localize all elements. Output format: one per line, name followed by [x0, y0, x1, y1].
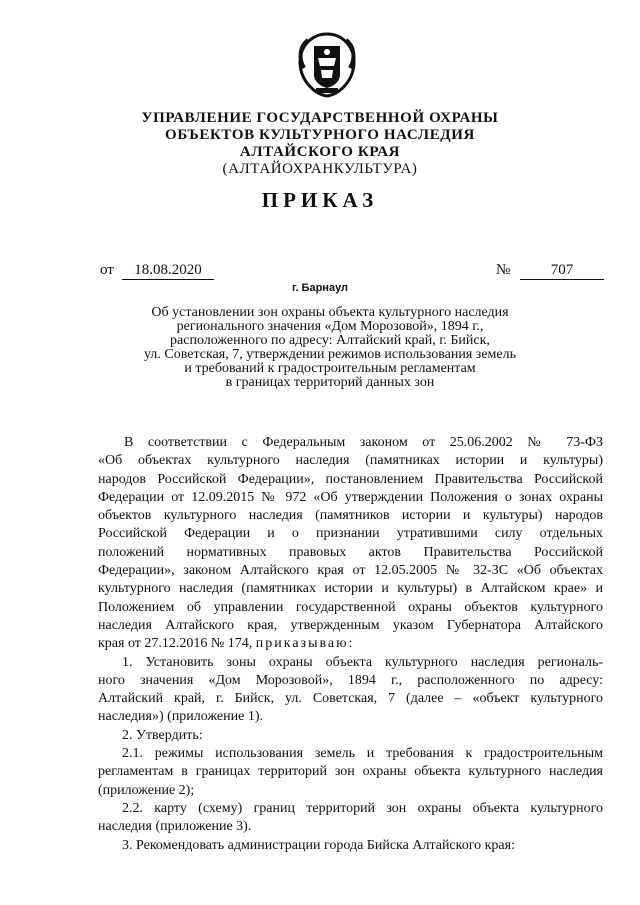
item-3: 3. Рекомендовать администрации города Бийска Алтайского края:: [122, 837, 515, 853]
org-line: АЛТАЙСКОГО КРАЯ: [239, 144, 401, 160]
item-2: 2. Утвердить:: [122, 727, 203, 743]
body-line: В соответствии с Федеральным законом от 25.06.2002 № 73-ФЗ: [124, 435, 603, 450]
order-body: [98, 434, 603, 855]
item-1-line: Алтайский край, г. Бийск, ул. Советская, 7 (далее – «объект культурного: [98, 691, 603, 707]
city-name: г. Барнаул: [291, 282, 349, 294]
body-line: Положением об управлении государственной охраны объектов культурного: [98, 599, 603, 615]
coat-of-arms-emblem: [292, 28, 362, 100]
body-line: положений нормативных правовых актов Правительства Российской: [98, 544, 603, 560]
org-line: ОБЪЕКТОВ КУЛЬТУРНОГО НАСЛЕДИЯ: [165, 127, 475, 143]
order-subject: [130, 306, 530, 390]
item-2-2-line: наследия (приложение 3).: [98, 819, 252, 835]
item-2-1-line: (приложение 2);: [98, 782, 195, 798]
item-2-2-line: 2.2. карту (схему) границ территорий зон охраны объекта культурного: [122, 800, 603, 816]
body-line: объектов культурного наследия (памятников истории и культуры) народов: [98, 508, 603, 524]
body-line-prefix: края от 27.12.2016 № 174,: [98, 636, 256, 652]
number-value: 707: [520, 262, 604, 280]
body-line: Российской Федерации и о признании утратившими силу отдельных: [98, 526, 603, 542]
body-line: культурного наследия (памятниках истории и культуры) в Алтайском крае» и: [98, 581, 603, 597]
org-abbreviation: (АЛТАЙОХРАНКУЛЬТУРА): [222, 161, 418, 177]
item-2-1-line: 2.1. режимы использования земель и требования к градостроительным: [122, 746, 603, 762]
body-line-final: [98, 635, 603, 653]
body-line: народов Российской Федерации», постановлением Правительства Российской: [98, 471, 603, 487]
item-2-1-line: регламентам в границах территорий зон охраны объекта культурного наследия: [98, 764, 603, 780]
date-value: 18.08.2020: [122, 262, 214, 280]
subject-line: регионального значения «Дом Морозовой», 1894 г.,: [176, 319, 484, 334]
order-word: приказываю:: [255, 636, 355, 652]
subject-line: расположенного по адресу: Алтайский край, г. Бийск,: [170, 333, 490, 348]
item-1-line: наследия») (приложение 1).: [98, 709, 263, 725]
number-label: №: [496, 262, 511, 278]
subject-line: Об установлении зон охраны объекта культурного наследия: [151, 305, 509, 320]
body-line: наследия Алтайского края, утвержденным указом Губернатора Алтайского: [98, 617, 603, 633]
item-1-line: 1. Установить зоны охраны объекта культурного наследия региональ-: [122, 654, 603, 670]
subject-line: в границах территорий данных зон: [225, 375, 435, 390]
body-line: «Об объектах культурного наследия (памятниках истории и культуры): [98, 453, 603, 469]
subject-line: ул. Советская, 7, утверждении режимов использования земель: [144, 347, 516, 362]
organization-name: [120, 110, 520, 178]
subject-line: и требований к градостроительным регламентам: [184, 361, 476, 376]
date-label: от: [100, 262, 114, 278]
body-line: Федерации», законом Алтайского края от 12.05.2005 № 32-ЗС «Об объектах: [98, 563, 603, 579]
item-1-line: ного значения «Дом Морозовой», 1894 г., расположенного по адресу:: [98, 672, 603, 688]
document-title: ПРИКАЗ: [261, 188, 379, 212]
body-line: Федерации от 12.09.2015 № 972 «Об утверждении Положения о зонах охраны: [98, 489, 603, 505]
org-line: УПРАВЛЕНИЕ ГОСУДАРСТВЕННОЙ ОХРАНЫ: [141, 110, 499, 126]
